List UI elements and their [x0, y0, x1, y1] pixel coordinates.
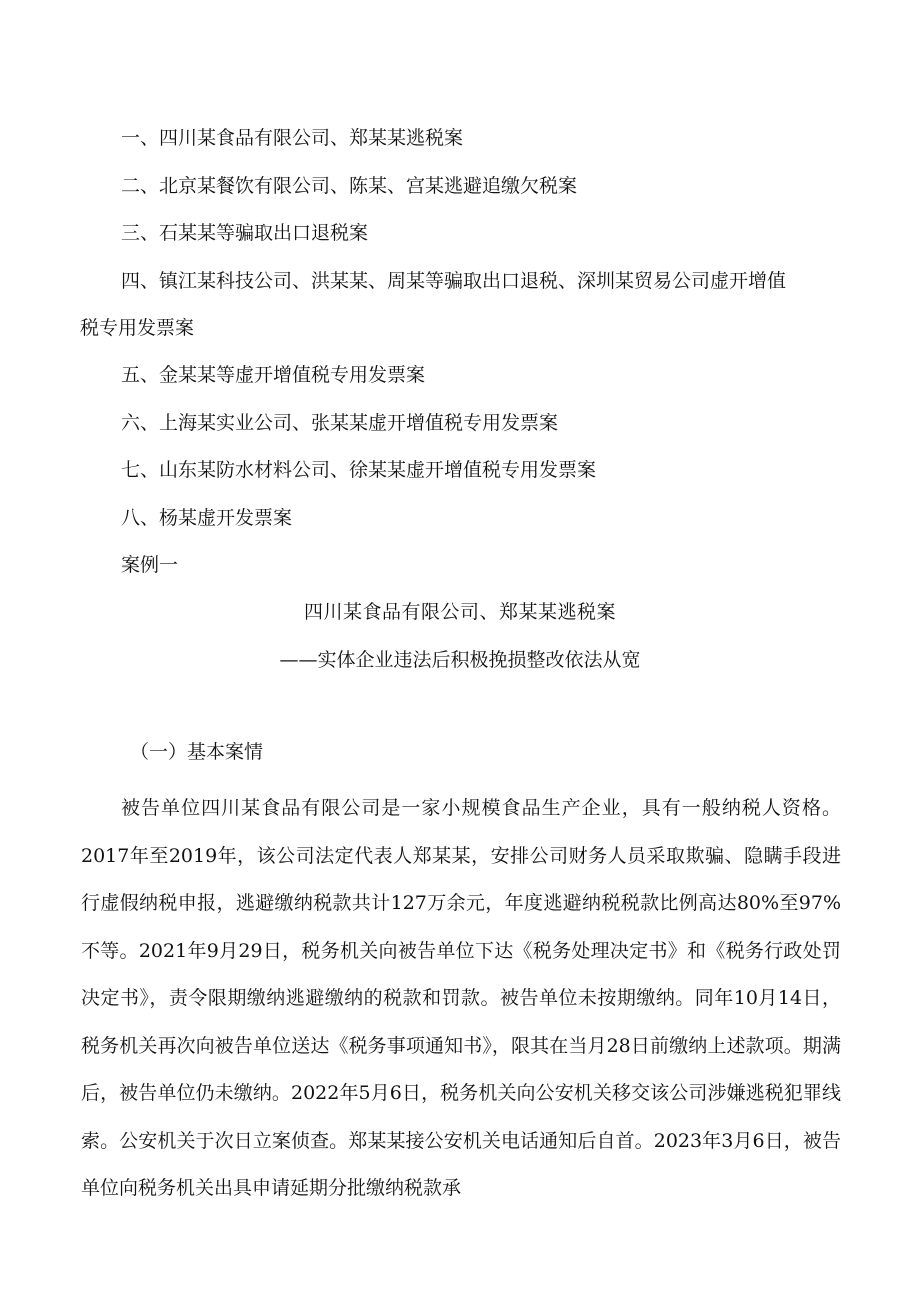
case-list-item — [80, 267, 840, 342]
body-paragraph: 被告单位四川某食品有限公司是一家小规模食品生产企业，具有一般纳税人资格。2017年至2019年，该公司法定代表人郑某某，安排公司财务人员采取欺骗、隐瞒手段进行虚假纳税申报，逃避缴纳税款共计127万余元，年度逃避纳税税款比例高达80%至97%不等。2021年9月29日，税务机关向被告单位下达《税务处理决定书》和《税务行政处罚决定书》，责令限期缴纳逃避缴纳的税款和罚款。被告单位未按期缴纳。同年10月14日，税务机关再次向被告单位送达《税务事项通知书》，限其在当月28日前缴纳上述款项。期满后，被告单位仍未缴纳。2022年5月6日，税务机关向公安机关移交该公司涉嫌逃税犯罪线索。公安机关于次日立案侦查。郑某某接公安机关电话通知后自首。2023年3月6日，被告单位向税务机关出具申请延期分批缴纳税款承 — [81, 797, 841, 1199]
case-list-item: 七、山东某防水材料公司、徐某某虚开增值税专用发票案 — [121, 459, 597, 481]
case-list — [80, 124, 840, 551]
case-list-item: 五、金某某等虚开增值税专用发票案 — [121, 364, 426, 386]
case-subtitle: ——实体企业违法后积极挽损整改依法从宽 — [279, 649, 641, 671]
case-label: 案例一 — [121, 554, 179, 576]
case-list-item: 六、上海某实业公司、张某某虚开增值税专用发票案 — [121, 411, 559, 434]
case-list-item: 八、杨某虚开发票案 — [121, 506, 293, 529]
section-heading: （一）基本案情 — [130, 741, 264, 763]
case-list-item: 二、北京某餐饮有限公司、陈某、宫某逃避追缴欠税案 — [121, 174, 578, 197]
case-title: 四川某食品有限公司、郑某某逃税案 — [303, 601, 616, 623]
case-list-item-continuation: 税专用发票案 — [80, 316, 195, 339]
case-list-item: 三、石某某等骗取出口退税案 — [121, 222, 369, 244]
case-list-item: 一、四川某食品有限公司、郑某某逃税案 — [121, 127, 464, 149]
case-list-item-line: 四、镇江某科技公司、洪某某、周某等骗取出口退税、深圳某贸易公司虚开增值 — [121, 269, 787, 292]
